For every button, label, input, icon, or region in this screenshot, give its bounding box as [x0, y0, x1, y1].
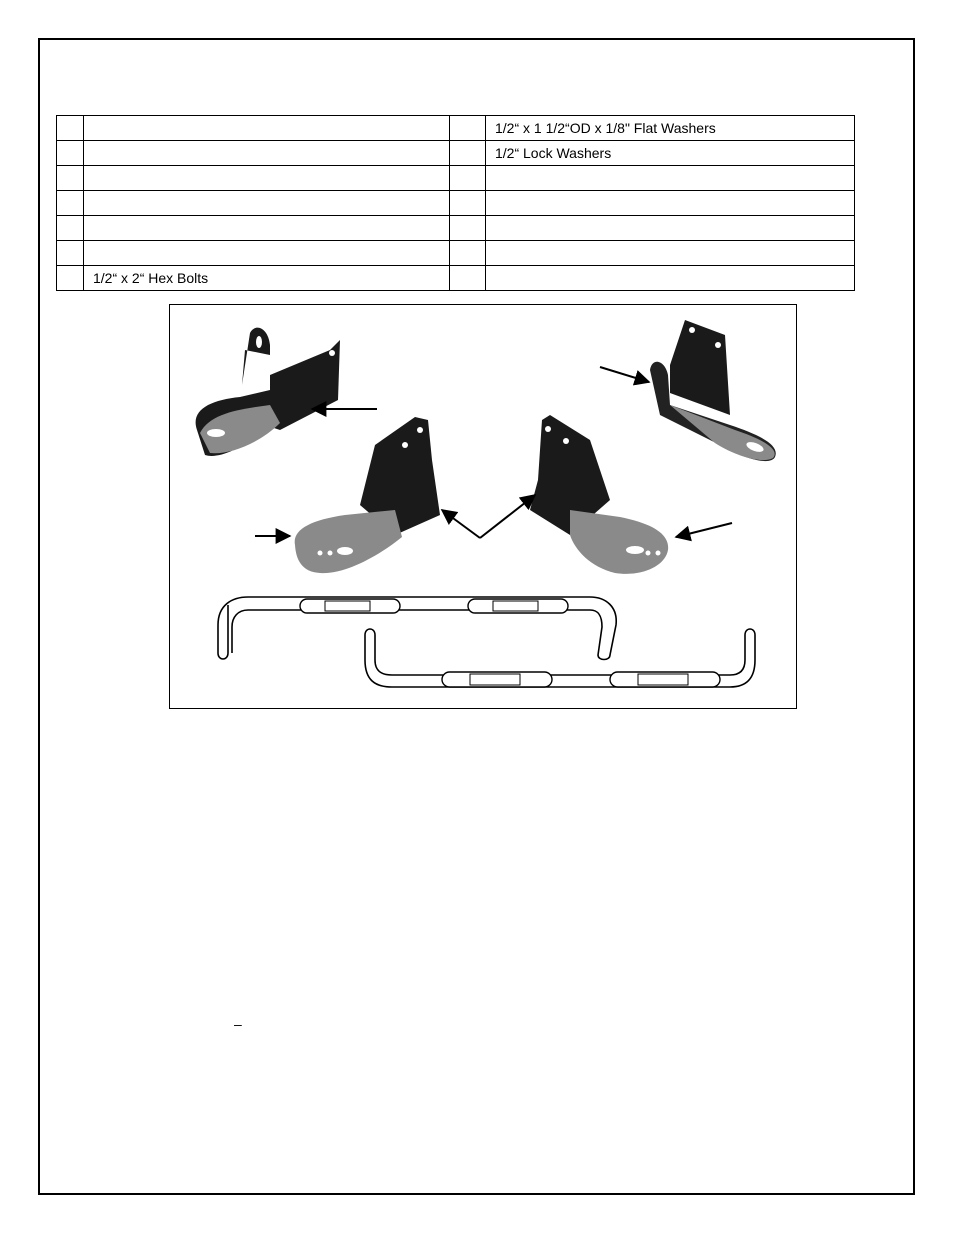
bracket-top-left — [196, 328, 340, 456]
table-row — [57, 116, 855, 141]
qty-cell-right — [450, 266, 486, 291]
qty-cell-left — [57, 116, 84, 141]
qty-cell-left — [57, 191, 84, 216]
qty-cell-right — [450, 141, 486, 166]
qty-cell-left — [57, 266, 84, 291]
qty-cell-left — [57, 141, 84, 166]
step-bar-lower — [365, 629, 755, 687]
bracket-middle-right — [530, 415, 668, 574]
arrow — [600, 367, 649, 382]
desc-cell-right — [486, 241, 855, 266]
qty-cell-right — [450, 241, 486, 266]
qty-cell-right — [450, 116, 486, 141]
table-row — [57, 166, 855, 191]
dash-mark: – — [234, 1016, 242, 1032]
arrow — [442, 510, 480, 538]
desc-cell-right — [486, 191, 855, 216]
table-row — [57, 141, 855, 166]
arrow — [676, 523, 732, 537]
desc-cell-right — [486, 216, 855, 241]
desc-cell-right: 1/2“ x 1 1/2“OD x 1/8" Flat Washers — [486, 116, 855, 141]
qty-cell-right — [450, 216, 486, 241]
qty-cell-right — [450, 191, 486, 216]
parts-illustration-svg — [170, 305, 796, 708]
desc-cell-left — [84, 191, 450, 216]
step-bar-upper — [218, 597, 616, 660]
table-row — [57, 241, 855, 266]
table-row — [57, 266, 855, 291]
parts-table — [56, 115, 855, 291]
qty-cell-left — [57, 241, 84, 266]
desc-cell-left — [84, 241, 450, 266]
arrow — [480, 495, 535, 538]
desc-cell-left — [84, 116, 450, 141]
qty-cell-left — [57, 216, 84, 241]
bracket-middle-left — [295, 417, 440, 573]
table-row — [57, 216, 855, 241]
desc-cell-left — [84, 216, 450, 241]
bracket-top-right — [650, 320, 776, 461]
desc-cell-right — [486, 166, 855, 191]
table-row — [57, 191, 855, 216]
parts-illustration — [169, 304, 797, 709]
desc-cell-left: 1/2“ x 2“ Hex Bolts — [84, 266, 450, 291]
desc-cell-left — [84, 166, 450, 191]
desc-cell-right: 1/2“ Lock Washers — [486, 141, 855, 166]
qty-cell-right — [450, 166, 486, 191]
desc-cell-right — [486, 266, 855, 291]
qty-cell-left — [57, 166, 84, 191]
desc-cell-left — [84, 141, 450, 166]
